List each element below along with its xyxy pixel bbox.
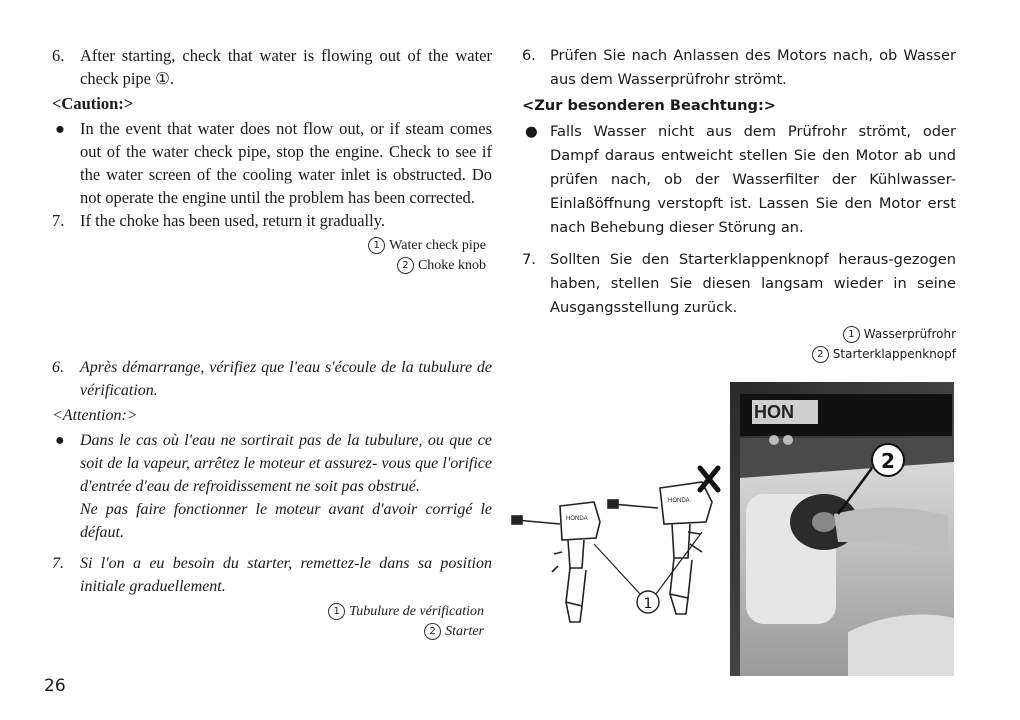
- callout-2-label: 2: [881, 449, 895, 473]
- outboard-motor-drawing-left: [512, 502, 600, 622]
- fr-legend: [52, 602, 492, 642]
- circled-number-2-icon: 2: [424, 623, 441, 640]
- fr-step-7-number: 7.: [52, 555, 64, 572]
- en-caution-text: In the event that water does not flow out, or if steam comes out of the water check pipe, stop the engine. Check to see if the water screen of the cooling water inlet is obstructed. Do not operate the engine until the problem has been corrected.: [80, 119, 492, 207]
- de-step-7-number: 7.: [522, 251, 536, 268]
- de-step-6-number: 6.: [522, 47, 536, 64]
- en-step-6-number: 6.: [52, 46, 65, 65]
- de-step-7-text: Sollten Sie den Starterklappenknopf heraus-gezogen haben, stellen Sie diesen langsam wieder in seine Ausgangsstellung zurück.: [550, 251, 956, 316]
- en-step-7: [52, 209, 492, 232]
- fr-caution-text: Dans le cas où l'eau ne sortirait pas de la tubulure, ou que ce soit de la vapeur, arrêtez le moteur et assurez- vous que l'orifice d'entrée d'eau de refroidissement ne soit pas obstrué.: [80, 432, 492, 495]
- en-step-7-number: 7.: [52, 211, 65, 230]
- callout-1-label: 1: [643, 596, 653, 612]
- fr-step-7-text: Si l'on a eu besoin du starter, remettez-le dans sa position initiale graduellement.: [80, 555, 492, 595]
- fr-caution-heading: <Attention:>: [52, 407, 138, 424]
- engine-badge-right: HONDA: [668, 498, 690, 504]
- bullet-icon: ●: [55, 432, 65, 449]
- de-step-7: [522, 248, 956, 320]
- fr-step-6-number: 6.: [52, 359, 64, 376]
- en-caution-heading: <Caution:>: [52, 94, 134, 113]
- circled-number-1-icon: 1: [843, 326, 860, 343]
- circled-number-1-icon: 1: [368, 237, 385, 254]
- circled-number-1-icon: 1: [328, 603, 345, 620]
- bullet-icon: ●: [525, 123, 538, 140]
- en-step-7-text: If the choke has been used, return it gradually.: [80, 211, 385, 230]
- english-column: [52, 44, 492, 276]
- de-legend-item-2: 2 Starterklappenknopf: [522, 344, 956, 364]
- circled-number-2-icon: 2: [812, 346, 829, 363]
- fr-caution-item: [52, 429, 492, 544]
- engine-photo: [730, 382, 954, 676]
- page-number: 26: [44, 676, 66, 696]
- de-caution-text: Falls Wasser nicht aus dem Prüfrohr strömt, oder Dampf daraus entweicht stellen Sie den Motor ab und prüfen nach, ob der Wasserfilter der Kühlwasser-Einlaßöffnung verstopft ist. Lassen Sie den Motor erst nach Behebung dieser Störung an.: [550, 123, 956, 236]
- de-caution-heading: <Zur besonderen Beachtung:>: [522, 97, 777, 114]
- en-legend: [52, 236, 492, 276]
- de-step-6-text: Prüfen Sie nach Anlassen des Motors nach, ob Wasser aus dem Wasserprüfrohr strömt.: [550, 47, 956, 88]
- de-legend: [522, 324, 956, 364]
- circled-number-2-icon: 2: [397, 257, 414, 274]
- french-column: [52, 356, 492, 642]
- callout-1: [594, 532, 702, 613]
- fr-legend-item-1: 1 Tubulure de vérification: [52, 602, 484, 622]
- engine-badge-left: HONDA: [566, 516, 588, 522]
- brand-lettering: HON: [754, 402, 794, 422]
- de-legend-item-1: 1 Wasserprüfrohr: [522, 324, 956, 344]
- german-column: [522, 44, 956, 364]
- en-legend-item-2: 2 Choke knob: [52, 256, 486, 276]
- fr-step-6: [52, 356, 492, 402]
- cross-mark-icon: [700, 468, 718, 490]
- en-legend-item-1: 1 Water check pipe: [52, 236, 486, 256]
- engine-illustration: [508, 382, 954, 676]
- fr-step-6-text: Après démarrange, vérifiez que l'eau s'écoule de la tubulure de vérification.: [80, 359, 492, 399]
- fr-caution-text-2: Ne pas faire fonctionner le moteur avant d'avoir corrigé le défaut.: [80, 501, 492, 541]
- en-caution-item: [52, 117, 492, 209]
- de-caution-item: [522, 120, 956, 240]
- en-step-6-text: After starting, check that water is flowing out of the water check pipe ①.: [80, 46, 492, 88]
- fr-step-7: [52, 552, 492, 598]
- en-step-6: [52, 44, 492, 90]
- bullet-icon: ●: [55, 119, 65, 138]
- outboard-motor-drawing-right: [608, 482, 712, 614]
- fr-legend-item-2: 2 Starter: [52, 622, 484, 642]
- de-step-6: [522, 44, 956, 92]
